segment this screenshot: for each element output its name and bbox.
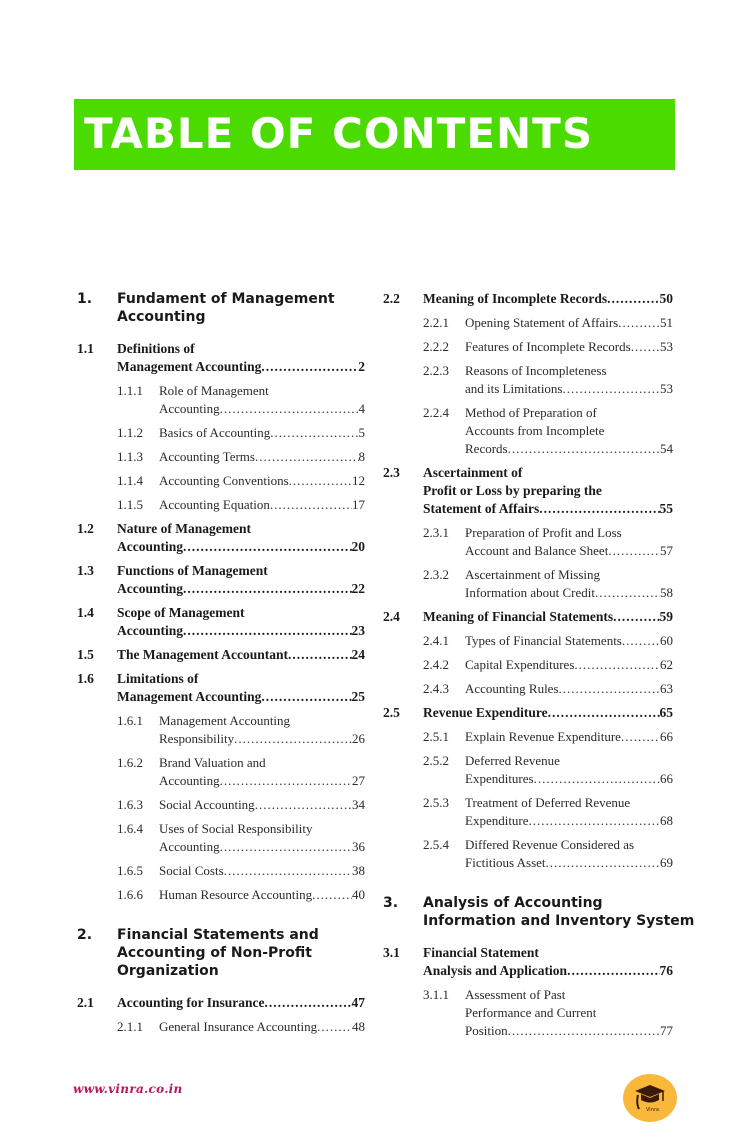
dot-leader bbox=[546, 854, 660, 872]
dot-leader bbox=[574, 656, 660, 674]
entry-title: Accounting bbox=[117, 539, 184, 554]
toc-section[interactable] bbox=[77, 520, 365, 556]
entry-title: Information about Credit bbox=[465, 585, 595, 600]
entry-title: Management Accounting bbox=[117, 359, 262, 374]
dot-leader bbox=[270, 424, 358, 442]
toc-subsection[interactable] bbox=[77, 862, 365, 880]
entry-title: Management Accounting bbox=[159, 713, 291, 728]
entry-title: Accounting bbox=[117, 309, 206, 325]
toc-chapter bbox=[77, 290, 365, 326]
entry-number: 2.5.2 bbox=[423, 753, 449, 768]
toc-column-left bbox=[77, 290, 365, 1042]
entry-title: Account and Balance Sheet bbox=[465, 543, 609, 558]
page-number: 23 bbox=[351, 623, 365, 638]
toc-subsection[interactable] bbox=[383, 752, 673, 788]
entry-number: 1.5 bbox=[77, 647, 94, 662]
toc-subsection[interactable] bbox=[77, 754, 365, 790]
page-number: 66 bbox=[660, 729, 673, 744]
entry-title: Nature of Management bbox=[117, 521, 251, 536]
entry-title: Reasons of Incompleteness bbox=[465, 363, 607, 378]
toc-subsection[interactable] bbox=[383, 656, 673, 674]
entry-number: 1.4 bbox=[77, 605, 94, 620]
entry-title: Analysis of Accounting bbox=[423, 895, 603, 911]
entry-title: Accounting bbox=[117, 581, 184, 596]
entry-title: Explain Revenue Expenditure bbox=[465, 729, 621, 744]
dot-leader bbox=[508, 1022, 660, 1040]
page-number: 65 bbox=[659, 705, 673, 720]
dot-leader bbox=[607, 290, 659, 308]
dot-leader bbox=[559, 680, 660, 698]
graduation-cap-icon bbox=[634, 1083, 666, 1113]
entry-title: Accounting Conventions bbox=[159, 473, 289, 488]
entry-title: Meaning of Financial Statements bbox=[423, 609, 614, 624]
entry-title: Social Costs bbox=[159, 863, 224, 878]
entry-title: Financial Statements and bbox=[117, 927, 319, 943]
entry-title: Accounting of Non-Profit bbox=[117, 945, 312, 961]
page-number: 59 bbox=[659, 609, 673, 624]
entry-title: Accounting bbox=[159, 401, 220, 416]
entry-number: 1.1 bbox=[77, 341, 94, 356]
entry-title: Types of Financial Statements bbox=[465, 633, 622, 648]
entry-number: 2.3.2 bbox=[423, 567, 449, 582]
page-number: 53 bbox=[660, 339, 673, 354]
entry-number: 2.4.1 bbox=[423, 633, 449, 648]
page-number: 4 bbox=[358, 401, 365, 416]
entry-title: Financial Statement bbox=[423, 945, 539, 960]
toc-subsection[interactable] bbox=[77, 820, 365, 856]
dot-leader bbox=[608, 542, 660, 560]
page-number: 76 bbox=[659, 963, 673, 978]
page-number: 47 bbox=[351, 995, 365, 1010]
dot-leader bbox=[567, 962, 659, 980]
toc-subsection[interactable] bbox=[77, 424, 365, 442]
page-number: 53 bbox=[660, 381, 673, 396]
dot-leader bbox=[621, 728, 660, 746]
page-number: 36 bbox=[352, 839, 365, 854]
page-number: 40 bbox=[352, 887, 365, 902]
entry-number: 1.1.4 bbox=[117, 473, 143, 488]
toc-section[interactable] bbox=[77, 670, 365, 706]
toc-subsection[interactable] bbox=[77, 796, 365, 814]
page-number: 62 bbox=[660, 657, 673, 672]
entry-number: 1.6.5 bbox=[117, 863, 143, 878]
entry-title: Limitations of bbox=[117, 671, 199, 686]
toc-subsection[interactable] bbox=[383, 632, 673, 650]
entry-title: Uses of Social Responsibility bbox=[159, 821, 313, 836]
entry-title: Ascertainment of bbox=[423, 465, 523, 480]
entry-number: 1.6.6 bbox=[117, 887, 143, 902]
entry-number: 3.1.1 bbox=[423, 987, 449, 1002]
toc-section[interactable] bbox=[383, 290, 673, 308]
entry-title: Preparation of Profit and Loss bbox=[465, 525, 622, 540]
entry-title: Deferred Revenue bbox=[465, 753, 560, 768]
toc-section[interactable] bbox=[77, 340, 365, 376]
dot-leader bbox=[317, 1018, 352, 1036]
entry-title: Accounting bbox=[159, 839, 220, 854]
toc-subsection[interactable] bbox=[383, 404, 673, 458]
page-number: 77 bbox=[660, 1023, 673, 1038]
entry-number: 2.4.2 bbox=[423, 657, 449, 672]
entry-number: 1.6.4 bbox=[117, 821, 143, 836]
entry-title: Records bbox=[465, 441, 508, 456]
entry-title: Expenditures bbox=[465, 771, 534, 786]
entry-number: 1.6 bbox=[77, 671, 94, 686]
dot-leader bbox=[631, 338, 660, 356]
toc-section[interactable] bbox=[77, 604, 365, 640]
entry-title: Role of Management bbox=[159, 383, 269, 398]
entry-number: 2.2.2 bbox=[423, 339, 449, 354]
page-number: 66 bbox=[660, 771, 673, 786]
toc-subsection[interactable] bbox=[383, 524, 673, 560]
dot-leader bbox=[534, 770, 660, 788]
dot-leader bbox=[312, 886, 352, 904]
entry-title: Management Accounting bbox=[117, 689, 262, 704]
entry-title: Differed Revenue Considered as bbox=[465, 837, 635, 852]
dot-leader bbox=[183, 538, 351, 556]
page-number: 26 bbox=[352, 731, 365, 746]
page-title: TABLE OF CONTENTS bbox=[84, 109, 594, 158]
toc-section[interactable] bbox=[77, 994, 365, 1012]
entry-title: Definitions of bbox=[117, 341, 195, 356]
toc-subsection[interactable] bbox=[383, 566, 673, 602]
toc-column-right bbox=[383, 290, 695, 1046]
dot-leader bbox=[234, 730, 352, 748]
entry-number: 2.4 bbox=[383, 609, 400, 624]
toc-subsection[interactable] bbox=[383, 680, 673, 698]
entry-number: 2.1 bbox=[77, 995, 94, 1010]
entry-number: 2.3 bbox=[383, 465, 400, 480]
page-number: 57 bbox=[660, 543, 673, 558]
dot-leader bbox=[548, 704, 660, 722]
dot-leader bbox=[618, 314, 660, 332]
dot-leader bbox=[220, 838, 352, 856]
entry-number: 1.6.3 bbox=[117, 797, 143, 812]
page-number: 27 bbox=[352, 773, 365, 788]
page-number: 17 bbox=[352, 497, 365, 512]
title-banner bbox=[74, 99, 675, 170]
entry-number: 2.2 bbox=[383, 291, 400, 306]
toc-section[interactable] bbox=[383, 464, 673, 518]
entry-title: Fictitious Asset bbox=[465, 855, 546, 870]
toc-section[interactable] bbox=[383, 944, 673, 980]
entry-title: Functions of Management bbox=[117, 563, 268, 578]
entry-title: Performance and Current bbox=[465, 1005, 597, 1020]
dot-leader bbox=[220, 772, 352, 790]
dot-leader bbox=[622, 632, 660, 650]
entry-number: 3. bbox=[383, 895, 399, 911]
entry-number: 1.1.1 bbox=[117, 383, 143, 398]
page-number: 51 bbox=[660, 315, 673, 330]
entry-number: 1.1.3 bbox=[117, 449, 143, 464]
dot-leader bbox=[183, 622, 351, 640]
dot-leader bbox=[289, 472, 352, 490]
page-number: 54 bbox=[660, 441, 673, 456]
entry-title: Opening Statement of Affairs bbox=[465, 315, 619, 330]
entry-number: 1. bbox=[77, 291, 93, 307]
dot-leader bbox=[183, 580, 351, 598]
dot-leader bbox=[255, 796, 352, 814]
toc-subsection[interactable] bbox=[77, 382, 365, 418]
toc-subsection[interactable] bbox=[77, 886, 365, 904]
page-number: 2 bbox=[358, 359, 365, 374]
entry-number: 2. bbox=[77, 927, 93, 943]
entry-title: Meaning of Incomplete Records bbox=[423, 291, 608, 306]
page-number: 22 bbox=[351, 581, 365, 596]
entry-title: Assessment of Past bbox=[465, 987, 566, 1002]
dot-leader bbox=[508, 440, 660, 458]
entry-title: The Management Accountant bbox=[117, 647, 288, 662]
dot-leader bbox=[613, 608, 659, 626]
entry-title: Basics of Accounting bbox=[159, 425, 271, 440]
dot-leader bbox=[529, 812, 660, 830]
dot-leader bbox=[265, 994, 352, 1012]
entry-number: 1.3 bbox=[77, 563, 94, 578]
dot-leader bbox=[224, 862, 352, 880]
entry-title: Position bbox=[465, 1023, 508, 1038]
toc-section[interactable] bbox=[77, 562, 365, 598]
entry-title: Fundament of Management bbox=[117, 291, 335, 307]
toc-section[interactable] bbox=[383, 704, 673, 722]
dot-leader bbox=[261, 688, 351, 706]
entry-title: Accounting Equation bbox=[159, 497, 270, 512]
entry-title: Organization bbox=[117, 963, 219, 979]
publisher-logo bbox=[623, 1074, 677, 1122]
entry-number: 2.5 bbox=[383, 705, 400, 720]
entry-title: Accounting Terms bbox=[159, 449, 255, 464]
page-number: 8 bbox=[358, 449, 365, 464]
entry-title: Human Resource Accounting bbox=[159, 887, 313, 902]
toc-subsection[interactable] bbox=[77, 712, 365, 748]
entry-title: Statement of Affairs bbox=[423, 501, 540, 516]
entry-title: Social Accounting bbox=[159, 797, 255, 812]
entry-number: 2.2.3 bbox=[423, 363, 449, 378]
toc-subsection[interactable] bbox=[77, 496, 365, 514]
entry-number: 2.2.4 bbox=[423, 405, 449, 420]
page-number: 38 bbox=[352, 863, 365, 878]
entry-title: Analysis and Application bbox=[423, 963, 568, 978]
entry-title: General Insurance Accounting bbox=[159, 1019, 318, 1034]
entry-number: 1.6.2 bbox=[117, 755, 143, 770]
toc-section[interactable] bbox=[383, 608, 673, 626]
toc-chapter bbox=[383, 894, 695, 930]
entry-number: 1.6.1 bbox=[117, 713, 143, 728]
entry-title: and its Limitations bbox=[465, 381, 563, 396]
entry-title: Capital Expenditures bbox=[465, 657, 575, 672]
entry-title: Responsibility bbox=[159, 731, 235, 746]
dot-leader bbox=[288, 646, 352, 664]
entry-title: Scope of Management bbox=[117, 605, 245, 620]
page-number: 34 bbox=[352, 797, 365, 812]
entry-title: Accounting for Insurance bbox=[117, 995, 265, 1010]
page-number: 48 bbox=[352, 1019, 365, 1034]
page-number: 69 bbox=[660, 855, 673, 870]
entry-number: 2.5.1 bbox=[423, 729, 449, 744]
svg-text:Vinra: Vinra bbox=[646, 1107, 659, 1113]
toc-subsection[interactable] bbox=[77, 1018, 365, 1036]
toc-chapter bbox=[77, 926, 365, 980]
toc-subsection[interactable] bbox=[383, 338, 673, 356]
page-number: 58 bbox=[660, 585, 673, 600]
entry-title: Accounts from Incomplete bbox=[465, 423, 605, 438]
toc-subsection[interactable] bbox=[383, 986, 673, 1040]
entry-number: 1.2 bbox=[77, 521, 94, 536]
page-number: 25 bbox=[351, 689, 365, 704]
toc-section[interactable] bbox=[77, 646, 365, 664]
page-number: 55 bbox=[659, 501, 673, 516]
entry-number: 1.1.5 bbox=[117, 497, 143, 512]
entry-number: 1.1.2 bbox=[117, 425, 143, 440]
entry-title: Expenditure bbox=[465, 813, 529, 828]
dot-leader bbox=[563, 380, 661, 398]
toc-subsection[interactable] bbox=[383, 794, 673, 830]
toc-subsection[interactable] bbox=[77, 448, 365, 466]
dot-leader bbox=[539, 500, 659, 518]
entry-title: Ascertainment of Missing bbox=[465, 567, 601, 582]
entry-title: Revenue Expenditure bbox=[423, 705, 548, 720]
entry-number: 2.5.3 bbox=[423, 795, 449, 810]
page-number: 20 bbox=[351, 539, 365, 554]
toc-subsection[interactable] bbox=[77, 472, 365, 490]
dot-leader bbox=[220, 400, 359, 418]
page-number: 24 bbox=[351, 647, 365, 662]
entry-title: Treatment of Deferred Revenue bbox=[465, 795, 631, 810]
dot-leader bbox=[255, 448, 359, 466]
toc-subsection[interactable] bbox=[383, 314, 673, 332]
entry-number: 2.3.1 bbox=[423, 525, 449, 540]
entry-title: Method of Preparation of bbox=[465, 405, 597, 420]
page-number: 60 bbox=[660, 633, 673, 648]
entry-title: Accounting bbox=[117, 623, 184, 638]
entry-title: Accounting Rules bbox=[465, 681, 559, 696]
website-link[interactable]: www.vinra.co.in bbox=[73, 1082, 183, 1096]
entry-title: Profit or Loss by preparing the bbox=[423, 483, 602, 498]
page-number: 68 bbox=[660, 813, 673, 828]
toc-subsection[interactable] bbox=[383, 836, 673, 872]
entry-title: Accounting bbox=[159, 773, 220, 788]
entry-number: 2.1.1 bbox=[117, 1019, 143, 1034]
page-number: 63 bbox=[660, 681, 673, 696]
toc-subsection[interactable] bbox=[383, 728, 673, 746]
entry-number: 2.2.1 bbox=[423, 315, 449, 330]
toc-subsection[interactable] bbox=[383, 362, 673, 398]
page-number: 12 bbox=[352, 473, 365, 488]
entry-title: Brand Valuation and bbox=[159, 755, 266, 770]
entry-title: Features of Incomplete Records bbox=[465, 339, 631, 354]
dot-leader bbox=[595, 584, 660, 602]
entry-number: 2.5.4 bbox=[423, 837, 449, 852]
entry-title: Information and Inventory System bbox=[423, 913, 695, 929]
page-number: 50 bbox=[659, 291, 673, 306]
dot-leader bbox=[261, 358, 358, 376]
page-number: 5 bbox=[358, 425, 365, 440]
entry-number: 3.1 bbox=[383, 945, 400, 960]
dot-leader bbox=[270, 496, 352, 514]
entry-number: 2.4.3 bbox=[423, 681, 449, 696]
